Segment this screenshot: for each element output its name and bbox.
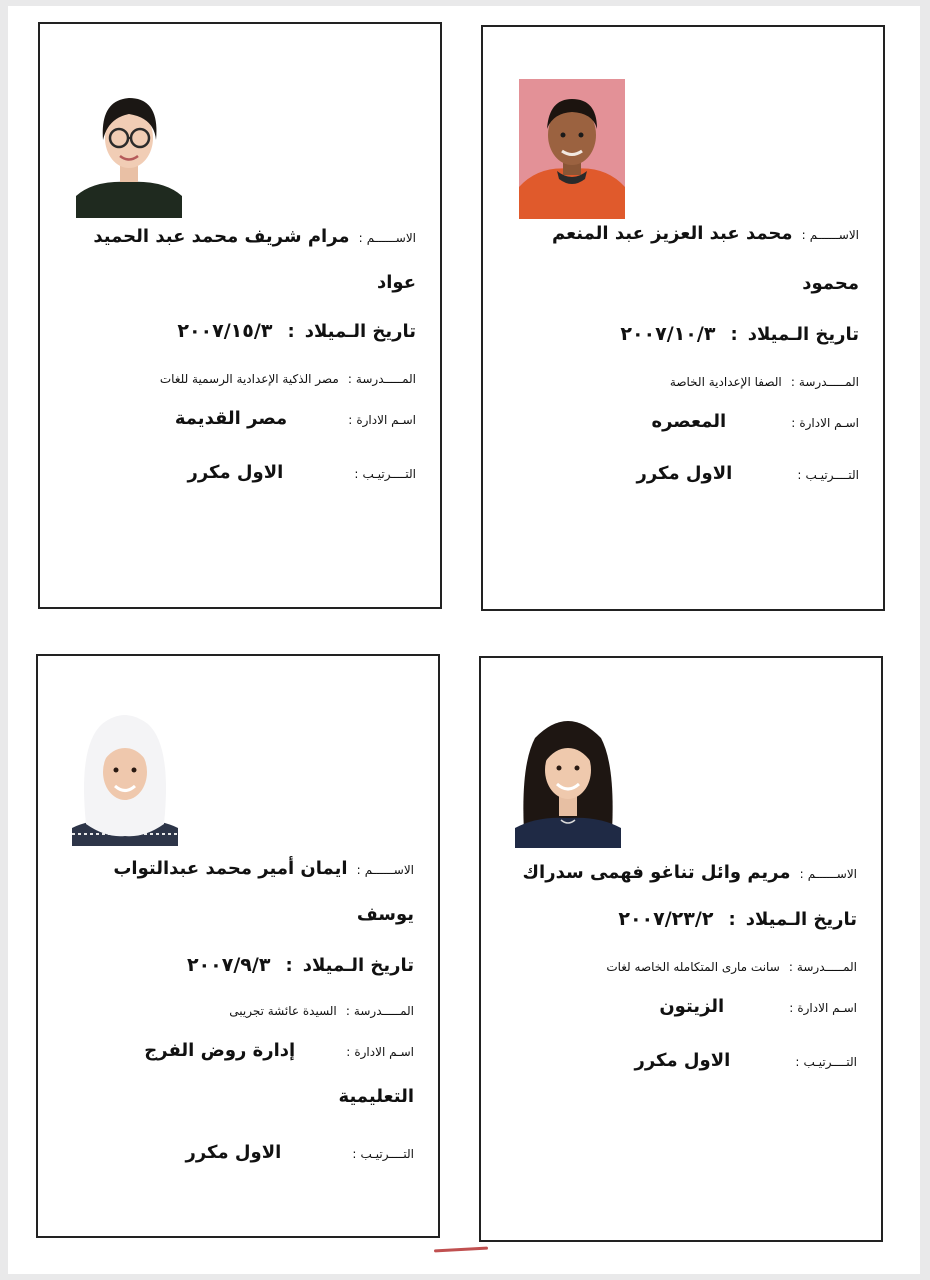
rank-row: التــــرتيـب: الاول مكرر <box>187 462 416 483</box>
name-continuation <box>377 272 416 293</box>
student-name: ايمان أمير محمد عبدالتواب <box>113 858 348 879</box>
admin-row: اسـم الادارة: إدارة روض الفرج <box>144 1040 414 1061</box>
student-name-line2: محمود <box>802 273 859 294</box>
rank-label: التــــرتيـب <box>803 1055 857 1069</box>
dob-label: تاريخ الـميلاد <box>304 321 416 342</box>
rank-label: التــــرتيـب <box>360 1147 414 1161</box>
admin-row: اسـم الادارة: الزيتون <box>659 996 857 1017</box>
rank-value: الاول مكرر <box>185 1142 282 1163</box>
school-row: المـــــدرسة: الصفا الإعدادية الخاصة <box>669 375 859 389</box>
school-label: المـــــدرسة <box>796 960 857 974</box>
student-name-line2: عواد <box>377 272 416 293</box>
admin-value: إدارة روض الفرج <box>144 1040 296 1061</box>
student-photo <box>515 708 621 848</box>
student-card-3 <box>479 656 883 1242</box>
admin-label: اسـم الادارة <box>356 413 416 427</box>
school-value: مصر الذكية الإعدادية الرسمية للغات <box>159 372 339 386</box>
admin-value: المعصره <box>651 411 727 432</box>
admin-label: اسـم الادارة <box>797 1001 857 1015</box>
rank-label: التــــرتيـب <box>362 467 416 481</box>
dob-value: ٢٠٠٧/٢٣/٢ <box>618 908 714 930</box>
name-row: الاســــــم: ايمان أمير محمد عبدالتواب <box>113 858 414 879</box>
dob-row: تاريخ الـميلاد: ٢٠٠٧/١٠/٣ <box>620 323 859 345</box>
admin-label: اسـم الادارة <box>354 1045 414 1059</box>
student-name: مرام شريف محمد عبد الحميد <box>93 226 350 247</box>
dob-row: تاريخ الـميلاد: ٢٠٠٧/٩/٣ <box>186 954 414 976</box>
dob-value: ٢٠٠٧/٩/٣ <box>186 954 271 976</box>
school-row: المـــــدرسة: السيدة عائشة تجريبى <box>229 1004 414 1018</box>
school-label: المـــــدرسة <box>353 1004 414 1018</box>
dob-value: ٢٠٠٧/١٠/٣ <box>620 323 716 345</box>
name-row: الاســــــم: محمد عبد العزيز عبد المنعم <box>551 223 859 244</box>
name-continuation <box>357 904 414 925</box>
rank-value: الاول مكرر <box>187 462 284 483</box>
name-continuation <box>802 273 859 294</box>
school-value: السيدة عائشة تجريبى <box>229 1004 337 1018</box>
admin-row: اسـم الادارة: مصر القديمة <box>174 408 416 429</box>
student-card-4 <box>36 654 440 1238</box>
school-row: المـــــدرسة: مصر الذكية الإعدادية الرسمية للغات <box>159 372 416 386</box>
student-card-1 <box>481 25 885 611</box>
school-value: الصفا الإعدادية الخاصة <box>669 375 782 389</box>
admin-label: اسـم الادارة <box>799 416 859 430</box>
school-row: المـــــدرسة: سانت مارى المتكامله الخاصه لغات <box>606 960 857 974</box>
rank-label: التــــرتيـب <box>805 468 859 482</box>
school-label: المـــــدرسة <box>798 375 859 389</box>
school-value: سانت مارى المتكامله الخاصه لغات <box>606 960 780 974</box>
rank-value: الاول مكرر <box>634 1050 731 1071</box>
admin-value-line2: التعليمية <box>338 1086 414 1107</box>
dob-row: تاريخ الـميلاد: ٢٠٠٧/٢٣/٢ <box>618 908 857 930</box>
name-label: الاســــــم <box>809 228 859 242</box>
admin-continuation <box>339 1086 414 1107</box>
student-name: مريم وائل تناغو فهمى سدراك <box>522 862 791 883</box>
student-photo <box>72 706 178 846</box>
student-name-line2: يوسف <box>356 904 414 925</box>
name-label: الاســــــم <box>366 231 416 245</box>
school-label: المـــــدرسة <box>355 372 416 386</box>
rank-value: الاول مكرر <box>636 463 733 484</box>
student-photo <box>76 78 182 218</box>
rank-row: التــــرتيـب: الاول مكرر <box>185 1142 414 1163</box>
admin-value: مصر القديمة <box>174 408 288 429</box>
rank-row: التــــرتيـب: الاول مكرر <box>636 463 859 484</box>
dob-label: تاريخ الـميلاد <box>745 909 857 930</box>
rank-row: التــــرتيـب: الاول مكرر <box>634 1050 857 1071</box>
dob-row: تاريخ الـميلاد: ٢٠٠٧/١٥/٣ <box>177 320 416 342</box>
student-name: محمد عبد العزيز عبد المنعم <box>551 223 793 244</box>
admin-value: الزيتون <box>659 996 725 1017</box>
student-card-2 <box>38 22 442 609</box>
name-row: الاســــــم: مريم وائل تناغو فهمى سدراك <box>522 862 857 883</box>
name-row: الاســــــم: مرام شريف محمد عبد الحميد <box>93 226 416 247</box>
name-label: الاســــــم <box>807 867 857 881</box>
dob-label: تاريخ الـميلاد <box>747 324 859 345</box>
admin-row: اسـم الادارة: المعصره <box>651 411 859 432</box>
dob-value: ٢٠٠٧/١٥/٣ <box>177 320 273 342</box>
name-label: الاســــــم <box>364 863 414 877</box>
dob-label: تاريخ الـميلاد <box>302 955 414 976</box>
student-photo <box>519 79 625 219</box>
